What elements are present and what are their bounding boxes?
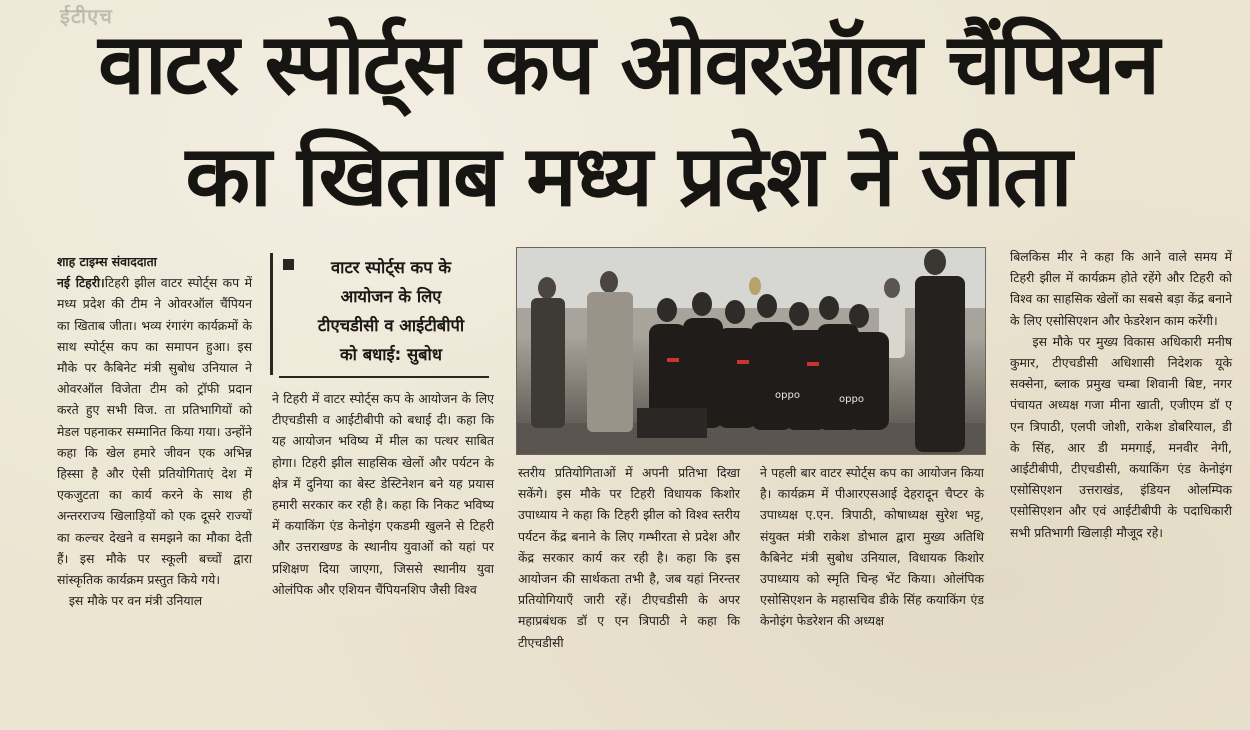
dateline: नई टिहरी।	[57, 275, 105, 291]
column-3-text: स्तरीय प्रतियोगिताओं में अपनी प्रतिभा दिखा सकेंगे। इस मौके पर टिहरी विधायक किशोर उपाध्याय ने कहा कि टिहरी झील को विश्व स्तरीय पर्यटन केंद्र बनाने के लिए गम्भीरता से प्रदेश और केंद्र सरकार कार्य कर रही है। कहा कि इस आयोजन की सार्थकता तभी है, जब यहां निरन्तर प्रतियोगियाएँ जारी रहें। टीएचडीसी के अपर महाप्रबंधक डॉ ए एन त्रिपाठी ने कहा कि टीएचडीसी	[518, 465, 740, 650]
team-photo-illustration	[517, 248, 985, 454]
article-column-5	[1010, 246, 1232, 543]
byline: शाह टाइम्स संवाददाता	[57, 254, 157, 269]
column-5-text-2	[1010, 331, 1232, 543]
bleed-through-text: ईटीएच	[60, 4, 113, 28]
subhead-line-4: को बधाई: सुबोध	[340, 345, 442, 364]
jersey-logo-text: oppo	[839, 394, 864, 405]
subhead-text	[291, 253, 491, 369]
column-1-body	[57, 272, 252, 590]
headline-line-2: का खिताब मध्य प्रदेश ने जीता	[185, 127, 1071, 225]
subhead-box	[270, 253, 495, 375]
column-1-text: टिहरी झील वाटर स्पोर्ट्स कप में मध्य प्रदेश की टीम ने ओवरऑल चैंपियन का खिताब जीता। भव्य रंगारंग कार्यक्रमों के साथ स्पोर्ट्स कप का समापन हुआ। इस मौके पर कैबिनेट मंत्री सुबोध उनियाल ने ओवरऑल विजेता टीम को ट्रॉफी प्रदान करते हुए सभी विज. ता प्रतिभागियों को मेडल पहनाकर सम्मानित किया गया। उन्होंने कहा कि खेल हमारे जीवन एक अभिन्न हिस्सा है और ऐसी प्रतियोगिताएं देश में एकजुटता का कार्य करने के साथ ही अन्तरराज्य खिलाड़ियों को एक दूसरे राज्यों का कल्चर देखने व समझने का मौका देती हैं। इस मौके पर स्कूली बच्चों द्वारा सांस्कृतिक कार्यक्रम प्रस्तुत किये गये।	[57, 275, 253, 588]
column-5-text-2-body: इस मौके पर मुख्य विकास अधिकारी मनीष कुमार, टीएचडीसी अधिशासी निदेशक यूके सक्सेना, ब्लाक प्रमुख चम्बा शिवानी बिष्ट, नगर पंचायत अध्यक्ष गजा मीना खाती, एजीएम डॉ ए एन त्रिपाठी, एलपी जोशी, राकेश डोबरियाल, डी के सिंह, आर डी ममगाई, मनवीर नेगी, आईटीबीपी, टीएचडीसी, कयाकिंग एंड केनोइंग एसोसिएशन उत्तराखंड, इंडियन ओलम्पिक एसोसिएशन और एवं आईटीबीपी के पदाधिकारी सभी प्रतिभागी खिलाड़ी मौजूद रहे।	[1010, 333, 1232, 540]
headline-line-1: वाटर स्पोर्ट्स कप ओवरऑल चैंपियन	[98, 15, 1158, 113]
team-photo	[516, 247, 986, 455]
article-column-1	[57, 251, 252, 611]
article-column-3	[518, 462, 740, 653]
column-4-text: ने पहली बार वाटर स्पोर्ट्स कप का आयोजन किया है। कार्यक्रम में पीआरएसआई देहरादून चैप्टर के उपाध्यक्ष ए.एन. त्रिपाठी, कोषाध्यक्ष सुरेश भट्ट, संयुक्त मंत्री राकेश डोभाल द्वारा मुख्य अतिथि कैबिनेट मंत्री सुबोध उनियाल, विधायक किशोर उपाध्याय को स्मृति चिन्ह भेंट किया। ओलंपिक एसोसिएशन के महासचिव डीके सिंह कयाकिंग एंड केनोइंग फेडरेशन की अध्यक्ष	[760, 465, 984, 629]
subhead-line-2: आयोजन के लिए	[340, 287, 442, 306]
column-1-tail	[57, 590, 252, 611]
jersey-logo-text: oppo	[775, 390, 800, 401]
article-column-2	[272, 388, 494, 600]
column-1-tail-text: इस मौके पर वन मंत्री उनियाल	[68, 593, 203, 609]
article-column-4	[760, 462, 984, 632]
column-2-text: ने टिहरी में वाटर स्पोर्ट्स कप के आयोजन के लिए टीएचडीसी व आईटीबीपी को बधाई दी। कहा कि यह आयोजन भविष्य में मील का पत्थर साबित होगा। टिहरी झील साहसिक खेलों और पर्यटन के क्षेत्र में दुनिया का बेस्ट डेस्टिनेशन बने यह प्रयास हमारी सरकार कर रही है। कहा कि निकट भविष्य में कयाकिंग एंड केनोइंग एकडमी खुलने से टिहरी और उत्तराखण्ड के स्थानीय युवाओं को यहां पर प्रशिक्षण दिया जाएगा, जिससे स्थानीय युवा ओलंपिक और एशियन चैंपियनशिप जैसी विश्व	[272, 391, 494, 597]
subhead-line-3: टीएचडीसी व आईटीबीपी	[317, 316, 465, 335]
subhead-rule	[279, 376, 489, 378]
subhead-line-1: वाटर स्पोर्ट्स कप के	[331, 258, 451, 277]
column-5-text: बिलकिस मीर ने कहा कि आने वाले समय में टिहरी झील में कार्यक्रम होते रहेंगे और टिहरी को विश्व का साहसिक खेलों का सबसे बड़ा केंद्र बनाने के लिए एसोसिएशन और फेडरेशन काम करेंगी।	[1010, 249, 1232, 328]
